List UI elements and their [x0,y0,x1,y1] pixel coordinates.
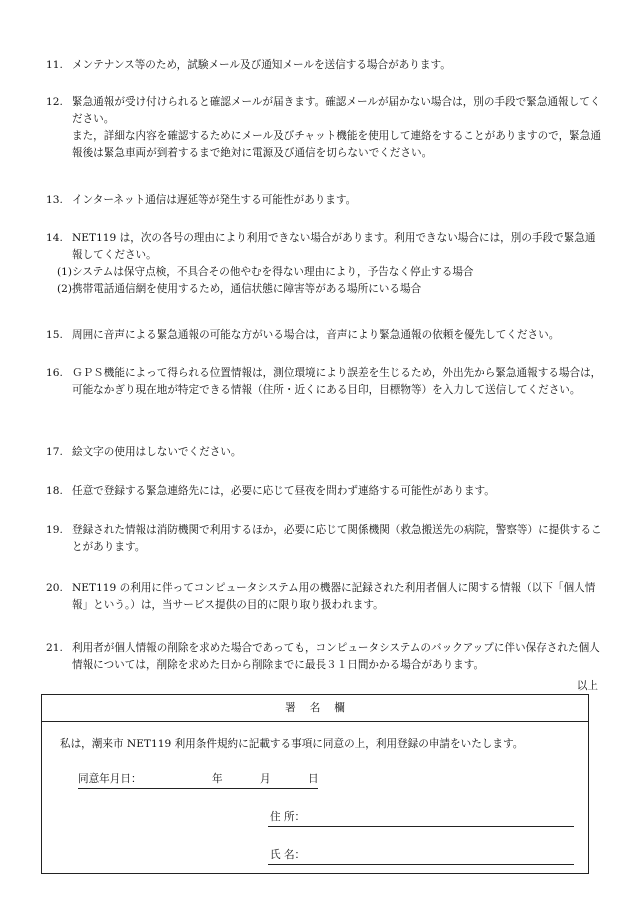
term-item-20 [46,580,606,614]
term-number: 16. [46,367,63,379]
consent-statement: 私は，潮来市 NET119 利用条件規約に記載する事項に同意の上，利用登録の申請をいたします。 [60,738,524,750]
term-number: 17. [46,446,63,458]
term-text: ＧＰＳ機能によって得られる位置情報は，測位環境により誤差を生じるため，外出先から緊急通報する場合は，可能なかぎり現在地が特定できる情報（住所・近くにある目印，目標物等）を入力して送信してください。 [72,367,602,396]
month-label: 月 [260,773,271,785]
term-text: 任意で登録する緊急連絡先には，必要に応じて昼夜を問わず連絡する可能性があります。 [72,485,495,497]
term-text: 利用者が個人情報の削除を求めた場合であっても，コンピュータシステムのバックアップに伴い保存された個人情報については，削除を求めた日から削除までに最長３１日間かかる場合があります。 [72,642,600,671]
term-number: 13. [46,194,63,206]
term-item-11 [46,57,606,74]
term-number: 14. [46,232,63,244]
consent-date-field[interactable] [78,771,318,789]
term-item-21 [46,640,606,674]
date-label: 同意年月日： [78,773,142,785]
name-field[interactable] [268,847,574,865]
signature-box [41,694,589,874]
term-number: 20. [46,582,63,594]
signature-header: 署名欄 [42,695,588,722]
term-item-17 [46,444,606,461]
term-number: 18. [46,485,63,497]
term-text: 周囲に音声による緊急通報の可能な方がいる場合は，音声により緊急通報の依頼を優先してください。 [72,329,560,341]
term-text: 緊急通報が受け付けられると確認メールが届きます。確認メールが届かない場合は，別の手段で緊急通報してください。 [72,96,601,125]
term-text: また，詳細な内容を確認するためにメール及びチャット機能を使用して連絡をすることがありますので，緊急通報後は緊急車両が到着するまで絶対に電源及び通信を切らないでください。 [72,130,601,159]
term-subitem: (2)携帯電話通信網を使用するため，通信状態に障害等がある場所にいる場合 [57,283,422,295]
address-field[interactable] [268,809,574,827]
name-label: 氏 名： [270,849,306,861]
term-text: 登録された情報は消防機関で利用するほか，必要に応じて関係機関（救急搬送先の病院，警察等）に提供することがあります。 [72,524,602,553]
day-label: 日 [308,773,319,785]
closing-mark: 以上 [576,680,598,692]
term-item-18 [46,483,606,500]
term-item-19 [46,522,606,556]
term-number: 11. [46,59,63,71]
term-number: 21. [46,642,63,654]
address-label: 住 所： [270,811,306,823]
term-item-15 [46,327,606,344]
term-number: 12. [46,96,63,108]
term-number: 15. [46,329,63,341]
term-text: インターネット通信は遅延等が発生する可能性があります。 [72,194,357,206]
term-number: 19. [46,524,63,536]
term-text: メンテナンス等のため，試験メール及び通知メールを送信する場合があります。 [72,59,451,71]
term-item-12 [46,94,606,162]
term-text: NET119 は，次の各号の理由により利用できない場合があります。利用できない場合には，別の手段で緊急通報してください。 [72,232,596,261]
term-subitem: (1)システムは保守点検，不具合その他やむを得ない理由により，予告なく停止する場合 [57,266,474,278]
term-item-16 [46,365,606,399]
term-item-14 [46,230,606,298]
year-label: 年 [212,773,223,785]
term-text: NET119 の利用に伴ってコンピュータシステム用の機器に記録された利用者個人に関する情報（以下「個人情報」という。）は，当サービス提供の目的に限り取り扱われます。 [72,582,596,611]
term-item-13 [46,192,606,209]
term-text: 絵文字の使用はしないでください。 [72,446,242,458]
